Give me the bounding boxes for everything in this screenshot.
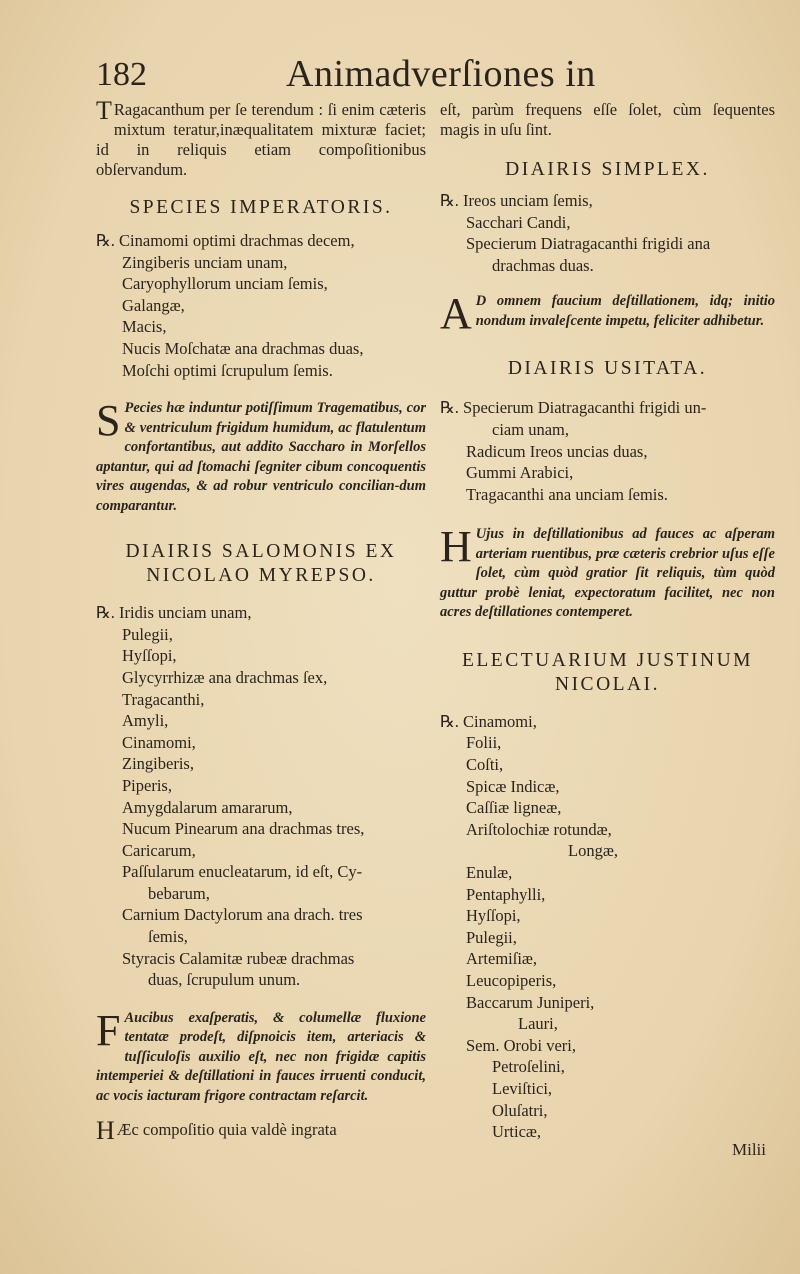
recipe-line: Oluſatri, — [492, 1100, 548, 1120]
drop-cap: T — [96, 96, 112, 125]
page-number: 182 — [96, 56, 147, 93]
recipe-line: Longæ, — [568, 841, 618, 861]
right-column — [440, 100, 775, 1143]
recipe-line: Amyli, — [122, 711, 169, 731]
recipe-line: ℞. Cinamomi optimi drachmas decem, — [96, 231, 355, 250]
recipe-line: Baccarum Juniperi, — [466, 992, 595, 1012]
recipe-line: Nucum Pinearum ana drachmas tres, — [122, 819, 365, 839]
drop-cap: H — [96, 1116, 115, 1146]
recipe-line: Pentaphylli, — [466, 884, 546, 904]
recipe-line: Nucis Moſchatæ ana drachmas duas, — [122, 338, 364, 358]
recipe-line: Moſchi optimi ſcrupulum ſemis. — [122, 360, 333, 380]
recipe-line: ciam unam, — [492, 419, 569, 439]
recipe-line: Galangæ, — [122, 295, 185, 315]
heading-diairis-salomonis: DIAIRIS SALOMONIS EX NICOLAO MYREPSO. — [125, 541, 397, 587]
recipe-line: ℞. Specierum Diatragacanthi frigidi un- — [440, 398, 707, 418]
recipe-line: Leucopiperis, — [466, 970, 557, 990]
recipe-line: Caſſiæ ligneæ, — [466, 798, 562, 818]
recipe-line: Caryophyllorum unciam ſemis, — [122, 274, 328, 294]
recipe-line: Gummi Arabici, — [466, 463, 574, 483]
recipe-line: Pulegii, — [466, 927, 517, 947]
recipe-line: Tragacanthi, — [122, 689, 205, 709]
heading-electuarium-justinum: ELECTUARIUM JUSTINUM NICOLAI. — [461, 649, 754, 695]
closing-paragraph: H Æc compoſitio quia valdè ingrata — [96, 1116, 337, 1146]
recipe-line: ℞. Ireos unciam ſemis, — [440, 191, 593, 210]
drop-cap: A — [440, 289, 472, 339]
recipe-line: Caricarum, — [122, 840, 196, 860]
recipe-line: Tragacanthi ana unciam ſemis. — [466, 484, 668, 504]
species-commentary: S Pecies hæ induntur potiſſimum Tragematibus, cor & ventriculum frigidum humidum, ac flatulentum confortantibus, aut addito Saccharo in Morſellos aptantur, qui ad ſtomachi ſegniter cibum concoquentis vires augendas, & ad robur ventriculo concilian-dum comparantur. — [96, 396, 426, 514]
recipe-line: Sem. Orobi veri, — [466, 1035, 576, 1055]
running-title: Animadverſiones in — [286, 53, 596, 95]
recipe-line: Urticæ, — [492, 1122, 542, 1142]
drop-cap: F — [96, 1005, 121, 1055]
recipe-line: Zingiberis, — [122, 754, 194, 774]
recipe-line: Sacchari Candi, — [466, 212, 571, 232]
recipe-line: Petroſelini, — [492, 1057, 565, 1077]
recipe-line: ℞. Cinamomi, — [440, 711, 537, 731]
heading-diairis-simplex: DIAIRIS SIMPLEX. — [505, 159, 710, 180]
recipe-species-imperatoris — [96, 230, 426, 381]
recipe-line: duas, ſcrupulum unum. — [148, 970, 301, 990]
recipe-line: Artemiſiæ, — [466, 949, 538, 969]
recipe-line: Zingiberis unciam unam, — [122, 252, 288, 272]
recipe-line: Enulæ, — [466, 863, 513, 882]
recipe-diairis-salomonis — [96, 602, 426, 991]
heading-species-imperatoris: SPECIES IMPERATORIS. — [129, 197, 393, 218]
simplex-commentary: A D omnem faucium deſtillationem, idq; initio nondum invaleſcente impetu, feliciter adhibetur. — [440, 289, 775, 339]
recipe-line: Folii, — [466, 733, 502, 753]
recipe-line: Hyſſopi, — [122, 646, 177, 666]
recipe-line: Carnium Dactylorum ana drach. tres — [122, 905, 363, 925]
heading-diairis-usitata: DIAIRIS USITATA. — [507, 358, 708, 380]
recipe-line: Hyſſopi, — [466, 906, 521, 926]
recipe-diairis-usitata — [440, 397, 775, 505]
recipe-line: drachmas duas. — [492, 255, 594, 275]
recipe-line: Lauri, — [518, 1014, 558, 1034]
intro-paragraph: T Ragacanthum per ſe terendum : ſi enim cæteris mixtum teratur,inæqualitatem mixturæ faciet; id in reliquis etiam compoſitionibus obſervandum. — [96, 96, 426, 179]
recipe-line: Coſti, — [466, 755, 504, 775]
recipe-line: Paſſularum enucleatarum, id eſt, Cy- — [122, 862, 363, 882]
recipe-line: Specierum Diatragacanthi frigidi ana — [466, 234, 711, 254]
recipe-line: ſemis, — [148, 927, 188, 947]
recipe-line: bebarum, — [148, 883, 210, 903]
recipe-line: Spicæ Indicæ, — [466, 776, 560, 796]
recipe-line: Pulegii, — [122, 624, 173, 644]
recipe-line: Ariſtolochiæ rotundæ, — [466, 819, 612, 839]
recipe-diairis-simplex — [440, 190, 775, 276]
recipe-line: Piperis, — [122, 775, 172, 795]
recipe-electuarium-justinum — [440, 711, 775, 1143]
drop-cap: H — [440, 522, 472, 572]
recipe-line: Cinamomi, — [122, 732, 196, 752]
recipe-line: Styracis Calamitæ rubeæ drachmas — [122, 948, 355, 968]
catchword: Milii — [732, 1140, 767, 1159]
diairis-salomonis-commentary: F Aucibus exaſperatis, & columellæ fluxione tentatæ prodeſt, diſpnoicis item, arteriacis & tuſſiculoſis auxilio eſt, nec non frigidæ capitis intemperiei & deſtillationi in fauces irruenti conducit, ac vocis iacturam frigore contractam reſarcit. — [96, 1005, 426, 1104]
drop-cap: S — [96, 396, 121, 446]
recipe-line: Glycyrrhizæ ana drachmas ſex, — [122, 667, 328, 687]
recipe-line: Macis, — [122, 317, 167, 337]
left-column — [96, 96, 426, 1146]
continuation-paragraph: eſt, parùm frequens eſſe ſolet, cùm ſequentes magis in uſu ſint. — [440, 100, 775, 139]
recipe-line: Amygdalarum amararum, — [122, 797, 293, 817]
recipe-line: Leviſtici, — [492, 1078, 553, 1098]
recipe-line: Radicum Ireos uncias duas, — [466, 441, 648, 461]
page-header — [96, 48, 796, 98]
usitata-commentary: H Ujus in deſtillationibus ad fauces ac aſperam arteriam ruentibus, præ cæteris crebrior uſus eſſe ſolet, cùm quòd gratior ſit reliquis, tùm quòd guttur probè leniat, expectoratum facilitet, nec non acres deſtillationes contemperet. — [440, 522, 775, 621]
recipe-line: ℞. Iridis unciam unam, — [96, 603, 252, 623]
